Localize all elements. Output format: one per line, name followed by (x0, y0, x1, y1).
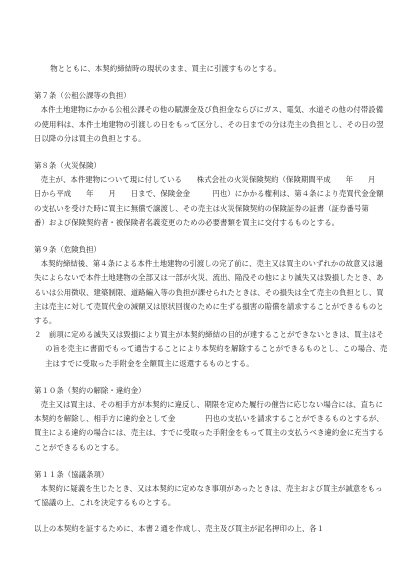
article-paragraph: 売主が、本件建物について現に付している 株式会社の火災保険契約（保険期間平成 年 月 日から平成 年 月 日まで、保険金金 円也）にかかる権利は、第４条により売買代金金額の支払いを受けた時に買主に無償で譲渡し、その売主は火災保険契約の保険証券の証書（証券番号第 番）および保険契約者・被保険者名義変更のための必要書類を買主に交付するものとする。 (34, 175, 391, 227)
article-heading: 第１０条（契約の解除・違約金） (34, 385, 146, 395)
article-paragraph: 売主又は買主は、その相手方が本契約に違反し、期限を定めた履行の催告に応じない場合には、直ちに本契約を解除し、相手方に違約金として金 円也の支払いを請求することができるものとするが、買主による違約の場合には、売主は、すでに受取った手附金をもって買主の支払うべき違約金に充当することができるものとする。 (34, 400, 384, 452)
article-7 (34, 89, 388, 146)
article-10 (34, 384, 388, 455)
article-subparagraph: ２ 前項に定める滅失又は毀損により買主が本契約締結の目的が達することができないときは、買主はその旨を売主に書面でもって通告することにより本契約を解除することができるものとし、この場合、売主はすでに受取った手附金を全額買主に返還するものとする。 (34, 330, 388, 368)
article-heading: 第９条（危険負担） (34, 245, 101, 255)
article-11 (34, 468, 388, 511)
article-paragraph: 本契約締結後、第４条による本件土地建物の引渡しの完了前に、売主又は買主のいずれかの故意又は過失によらないで本件土地建物の全部又は一部が火災、流出、陥没その他により滅失又は毀損したとき、あるいは公用徴収、建築制限、道路編入等の負担が課せられたときは、その損失は全て売主の負担とし、買主は売主に対して売買代金の減額又は原状回復のために生ずる損害の賠償を請求することができるものとする。 (34, 259, 384, 326)
article-9 (34, 243, 388, 371)
closing-line: 以上の本契約を証するために、本書２通を作成し、売主及び買主が記名押印の上、各１ (34, 524, 325, 534)
article-heading: 第１１条（協議条項） (34, 469, 109, 479)
article-paragraph: 本件土地建物にかかる公租公課その他の賦課金及び負担金ならびにガス、電気、水道その他の付帯設備の使用料は、本件土地建物の引渡しの日をもって区分し、その日までの分は売主の負担とし、その日の翌日以降の分は買主の負担とする。 (34, 105, 384, 143)
article-paragraph: 本契約に疑義を生じたとき、又は本契約に定めなき事項があったときは、売主および買主が誠意をもって協議の上、これを決定するものとする。 (34, 484, 383, 508)
article-heading: 第７条（公租公課等の負担） (34, 91, 131, 101)
article-8 (34, 159, 391, 230)
article-heading: 第８条（火災保険） (34, 161, 101, 171)
intro-line: 物とともに、本契約締結時の現状のまま、買主に引渡すものとする。 (50, 64, 281, 73)
